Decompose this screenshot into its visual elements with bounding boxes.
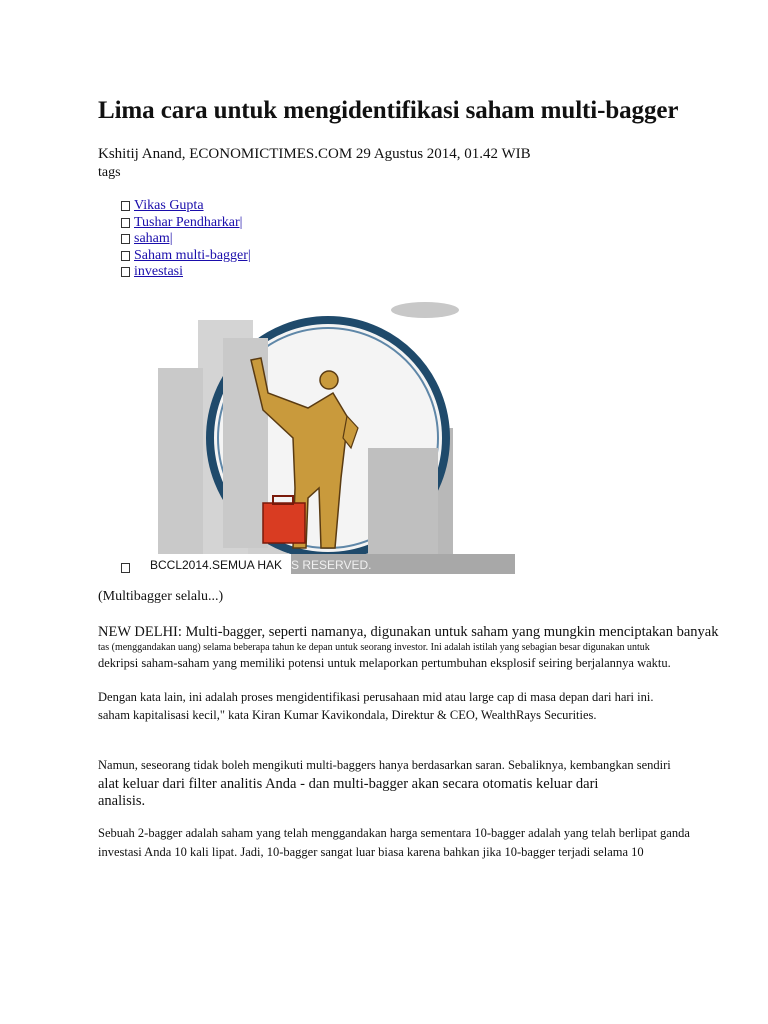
checkbox-icon xyxy=(121,563,130,573)
checkbox-icon xyxy=(121,218,130,228)
article-title: Lima cara untuk mengidentifikasi saham multi-bagger xyxy=(98,97,679,124)
checkbox-icon xyxy=(121,267,130,277)
tag-link-investasi[interactable]: investasi xyxy=(134,264,183,280)
paragraph-3-line-1: Namun, seseorang tidak boleh mengikuti multi-baggers hanya berdasarkan saran. Sebaliknya, kembangkan sendiri xyxy=(98,758,671,772)
tag-link-saham[interactable]: saham| xyxy=(134,231,173,247)
paragraph-4-line-2: investasi Anda 10 kali lipat. Jadi, 10-bagger sangat luar biasa karena bahkan jika 10-bagger terjadi selama 10 xyxy=(98,845,644,859)
tags-label: tags xyxy=(98,165,121,180)
paragraph-2-line-1: Dengan kata lain, ini adalah proses mengidentifikasi perusahaan mid atau large cap di masa depan dari hari ini. xyxy=(98,690,654,704)
paragraph-3-line-3: analisis. xyxy=(98,793,146,809)
tag-item xyxy=(121,231,251,248)
tag-link-tushar-pendharkar[interactable]: Tushar Pendharkar| xyxy=(134,214,243,230)
paragraph-2-line-2: saham kapitalisasi kecil," kata Kiran Kumar Kavikondala, Direktur & CEO, WealthRays Securities. xyxy=(98,708,597,722)
image-caption: (Multibagger selalu...) xyxy=(98,589,224,604)
tag-link-saham-multi-bagger[interactable]: Saham multi-bagger| xyxy=(134,247,251,263)
article-illustration xyxy=(143,298,515,574)
image-credit-suffix: S RESERVED. xyxy=(291,558,372,572)
checkbox-icon xyxy=(121,234,130,244)
paragraph-1-line-1: NEW DELHI: Multi-bagger, seperti namanya, digunakan untuk saham yang mungkin menciptakan banyak xyxy=(98,624,719,640)
tag-list xyxy=(121,198,251,281)
checkbox-icon xyxy=(121,201,130,211)
paragraph-4-line-1: Sebuah 2-bagger adalah saham yang telah menggandakan harga sementara 10-bagger adalah yang telah berlipat ganda xyxy=(98,826,690,840)
tag-item xyxy=(121,215,251,232)
checkbox-icon xyxy=(121,251,130,261)
image-credit: BCCL2014.SEMUA HAK xyxy=(150,558,283,572)
paragraph-3-line-2: alat keluar dari filter analitis Anda - dan multi-bagger akan secara otomatis keluar dari xyxy=(98,776,599,792)
paragraph-1-line-2: tas (menggandakan uang) selama beberapa tahun ke depan untuk seorang investor. Ini adalah istilah yang sebagian besar digunakan untuk xyxy=(98,642,650,653)
tag-item xyxy=(121,264,251,281)
article-byline: Kshitij Anand, ECONOMICTIMES.COM 29 Agustus 2014, 01.42 WIB xyxy=(98,146,531,162)
tag-item xyxy=(121,198,251,215)
tag-item xyxy=(121,248,251,265)
paragraph-1-line-3: dekripsi saham-saham yang memiliki potensi untuk melaporkan pertumbuhan eksplosif seiring berjalannya waktu. xyxy=(98,656,671,670)
tag-link-vikas-gupta[interactable]: Vikas Gupta xyxy=(134,198,204,214)
